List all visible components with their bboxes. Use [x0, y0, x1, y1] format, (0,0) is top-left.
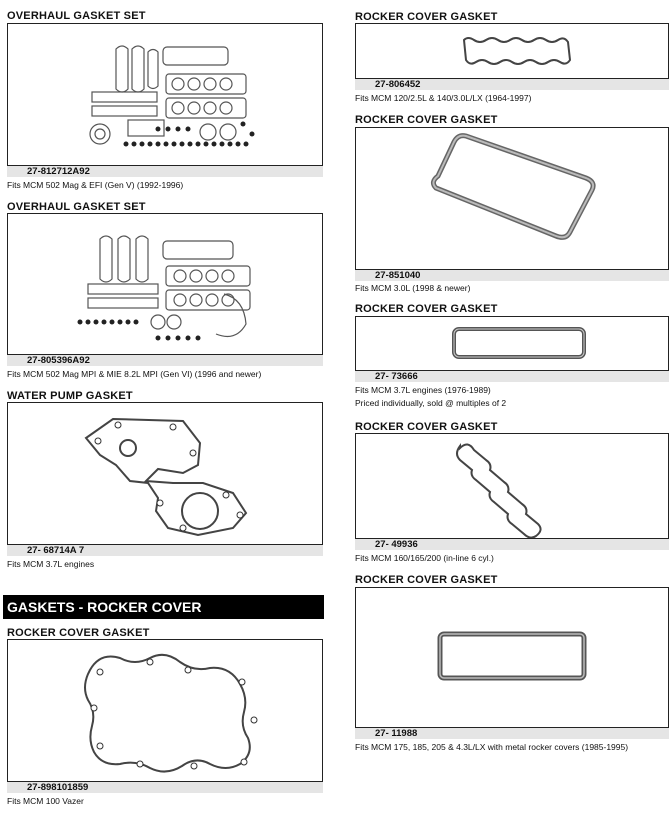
fitment-text: Fits MCM 3.0L (1998 & newer)	[355, 283, 471, 293]
product-image-overhaul-2[interactable]	[7, 213, 323, 355]
rocker-cover-gasket-illustration	[356, 588, 669, 728]
rocker-cover-gasket-illustration	[356, 434, 669, 539]
part-number: 27- 49936	[355, 539, 669, 550]
fitment-text: Fits MCM 502 Mag & EFI (Gen V) (1992-1996)	[7, 180, 184, 190]
product-image-water-pump[interactable]	[7, 402, 323, 545]
product-image-overhaul-1[interactable]	[7, 23, 323, 166]
part-number: 27-805396A92	[7, 355, 323, 366]
fitment-text: Fits MCM 3.7L engines (1976-1989)	[355, 385, 491, 395]
section-title-rocker-cover-1: ROCKER COVER GASKET	[355, 11, 498, 23]
rocker-cover-gasket-illustration	[8, 640, 323, 782]
section-title-overhaul-1: OVERHAUL GASKET SET	[7, 10, 146, 22]
fitment-text: Fits MCM 3.7L engines	[7, 559, 95, 569]
section-title-rocker-cover-5: ROCKER COVER GASKET	[355, 574, 498, 586]
fitment-text: Fits MCM 502 Mag MPI & MIE 8.2L MPI (Gen VI) (1996 and newer)	[7, 369, 262, 379]
rocker-cover-gasket-illustration	[356, 128, 669, 270]
section-title-overhaul-2: OVERHAUL GASKET SET	[7, 201, 146, 213]
fitment-text: Fits MCM 160/165/200 (in-line 6 cyl.)	[355, 553, 494, 563]
fitment-text: Fits MCM 120/2.5L & 140/3.0L/LX (1964-1997)	[355, 93, 532, 103]
fitment-text: Fits MCM 100 Vazer	[7, 796, 84, 806]
section-title-rocker-cover-2: ROCKER COVER GASKET	[355, 114, 498, 126]
product-image-rocker-cover-3[interactable]	[355, 316, 669, 371]
part-number: 27- 11988	[355, 728, 669, 739]
product-image-rocker-cover-left[interactable]	[7, 639, 323, 782]
part-number: 27-898101859	[7, 782, 323, 793]
part-number: 27-806452	[355, 79, 669, 90]
section-title-rocker-cover-left: ROCKER COVER GASKET	[7, 627, 150, 639]
section-title-rocker-cover-4: ROCKER COVER GASKET	[355, 421, 498, 433]
part-number: 27- 73666	[355, 371, 669, 382]
part-number: 27- 68714A 7	[7, 545, 323, 556]
part-number: 27-812712A92	[7, 166, 323, 177]
gasket-set-illustration	[8, 214, 323, 355]
rocker-cover-gasket-illustration	[356, 24, 669, 79]
fitment-text: Fits MCM 175, 185, 205 & 4.3L/LX with metal rocker covers (1985-1995)	[355, 742, 629, 752]
product-image-rocker-cover-5[interactable]	[355, 587, 669, 728]
section-title-water-pump: WATER PUMP GASKET	[7, 390, 133, 402]
fitment-note: Priced individually, sold @ multiples of 2	[355, 398, 507, 408]
category-banner: GASKETS - ROCKER COVER	[3, 595, 324, 619]
product-image-rocker-cover-2[interactable]	[355, 127, 669, 270]
water-pump-gasket-illustration	[8, 403, 323, 545]
section-title-rocker-cover-3: ROCKER COVER GASKET	[355, 303, 498, 315]
product-image-rocker-cover-1[interactable]	[355, 23, 669, 79]
product-image-rocker-cover-4[interactable]	[355, 433, 669, 539]
part-number: 27-851040	[355, 270, 669, 281]
gasket-set-illustration	[8, 24, 323, 166]
rocker-cover-gasket-illustration	[356, 317, 669, 371]
